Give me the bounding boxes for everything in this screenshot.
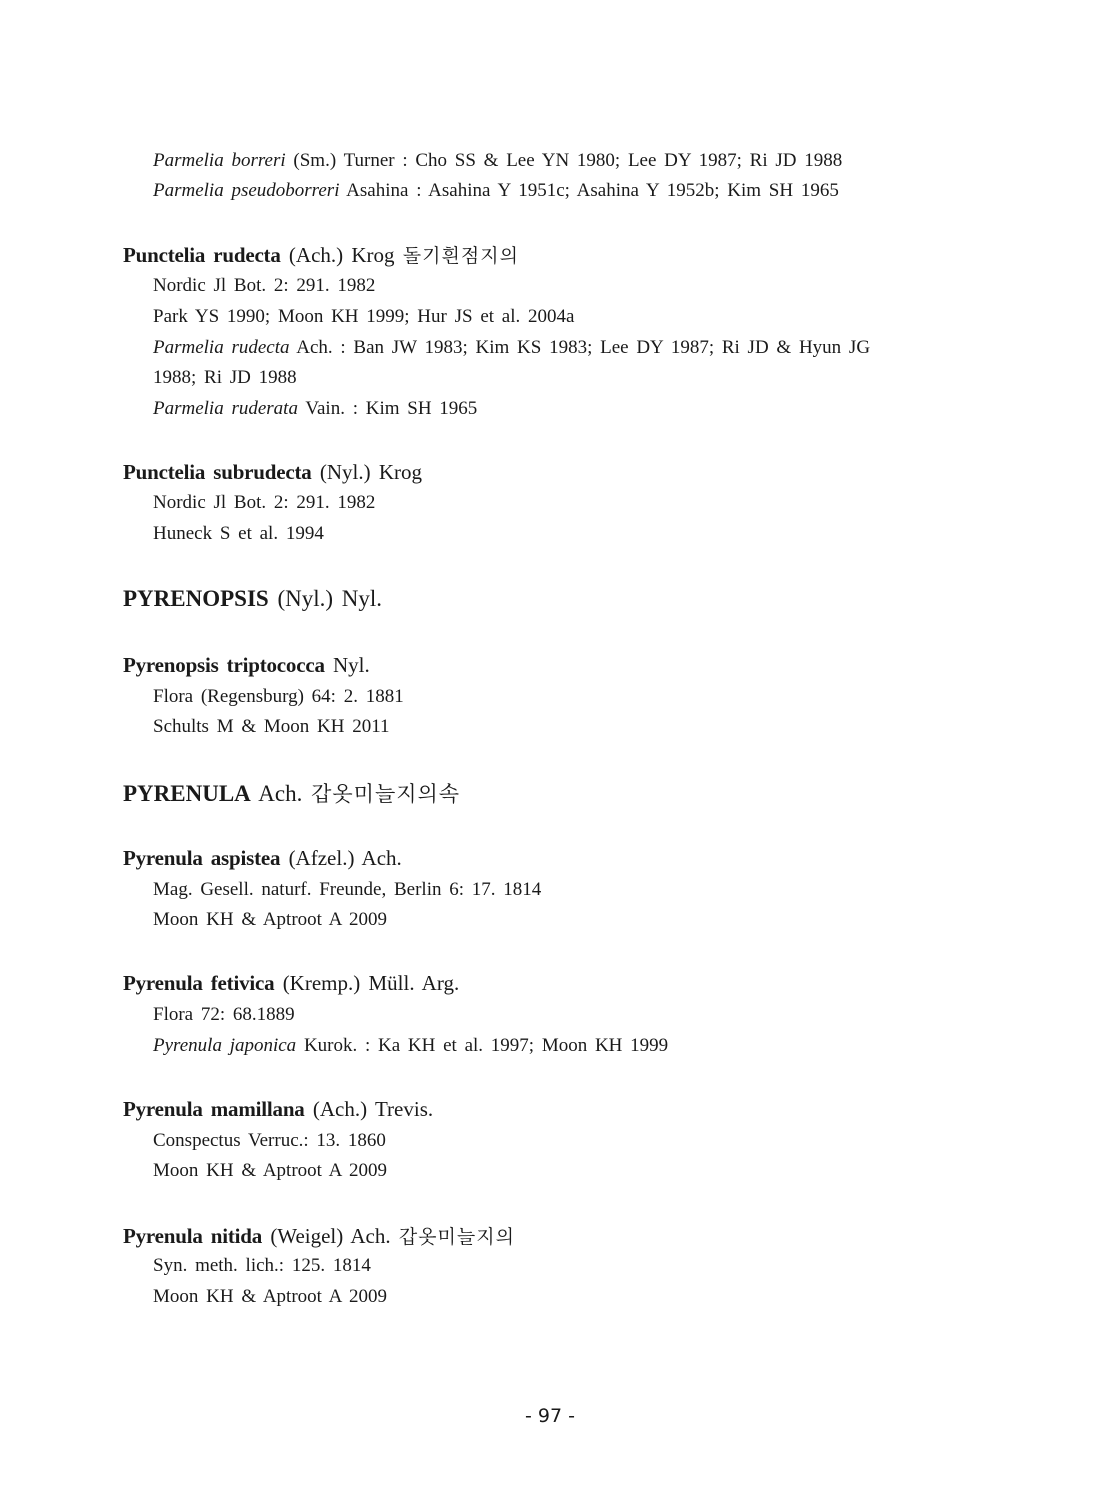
species-author: (Kremp.) Müll. Arg. [274, 971, 460, 995]
synonym-citation: (Sm.) Turner : Cho SS & Lee YN 1980; Lee DY 1987; Ri JD 1988 [285, 150, 843, 171]
species-author: (Ach.) Trevis. [304, 1097, 434, 1121]
record-list: Park YS 1990; Moon KH 1999; Hur JS et al. 2004a [153, 306, 575, 327]
publication-citation: Flora 72: 68.1889 [153, 1004, 295, 1025]
species-author: (Nyl.) Krog [311, 460, 422, 484]
record-list: Moon KH & Aptroot A 2009 [153, 909, 388, 930]
species-heading [123, 1222, 515, 1249]
publication-citation: Flora (Regensburg) 64: 2. 1881 [153, 686, 404, 707]
synonym-citation: Vain. : Kim SH 1965 [297, 398, 478, 419]
record-list: Moon KH & Aptroot A 2009 [153, 1160, 388, 1181]
species-author: Nyl. [324, 653, 370, 677]
publication-citation: Mag. Gesell. naturf. Freunde, Berlin 6: 17. 1814 [153, 879, 542, 900]
synonym-name: Parmelia pseudoborreri [153, 180, 340, 201]
species-author: (Weigel) Ach. [262, 1224, 399, 1248]
synonym-line [153, 337, 870, 359]
publication-citation: Nordic Jl Bot. 2: 291. 1982 [153, 275, 376, 296]
synonym-name: Pyrenula japonica [153, 1035, 297, 1056]
synonym-line [153, 150, 842, 172]
genus-heading [123, 778, 460, 808]
korean-name: 갑옷미늘지의 [398, 1226, 515, 1248]
species-name: Pyrenula nitida [123, 1224, 263, 1248]
species-heading [123, 241, 519, 268]
synonym-name: Parmelia borreri [153, 150, 286, 171]
species-author: (Ach.) Krog [280, 243, 403, 267]
synonym-name: Parmelia rudecta [153, 337, 290, 358]
korean-name: 갑옷미늘지의속 [311, 782, 461, 806]
synonym-line [153, 398, 477, 420]
genus-name: PYRENULA [123, 781, 251, 806]
species-name: Pyrenopsis triptococca [123, 653, 325, 677]
species-heading [123, 460, 422, 485]
species-name: Punctelia rudecta [123, 243, 281, 267]
record-list: Moon KH & Aptroot A 2009 [153, 1286, 388, 1307]
species-heading [123, 971, 459, 996]
synonym-name: Parmelia ruderata [153, 398, 298, 419]
species-name: Pyrenula fetivica [123, 971, 275, 995]
synonym-citation: Ach. : Ban JW 1983; Kim KS 1983; Lee DY 1987; Ri JD & Hyun JG [289, 337, 871, 358]
synonym-continuation: 1988; Ri JD 1988 [153, 367, 297, 388]
synonym-citation: Asahina : Asahina Y 1951c; Asahina Y 1952b; Kim SH 1965 [339, 180, 839, 201]
synonym-line [153, 1035, 668, 1057]
publication-citation: Conspectus Verruc.: 13. 1860 [153, 1130, 386, 1151]
record-list: Huneck S et al. 1994 [153, 523, 324, 544]
synonym-citation: Kurok. : Ka KH et al. 1997; Moon KH 1999 [296, 1035, 669, 1056]
species-heading [123, 1097, 433, 1122]
species-heading [123, 846, 402, 871]
species-name: Punctelia subrudecta [123, 460, 312, 484]
genus-name: PYRENOPSIS [123, 586, 269, 611]
publication-citation: Syn. meth. lich.: 125. 1814 [153, 1255, 371, 1276]
synonym-line [153, 180, 839, 202]
publication-citation: Nordic Jl Bot. 2: 291. 1982 [153, 492, 376, 513]
record-list: Schults M & Moon KH 2011 [153, 716, 390, 737]
species-name: Pyrenula mamillana [123, 1097, 305, 1121]
genus-author: Ach. [250, 781, 312, 806]
genus-heading [123, 586, 382, 612]
species-author: (Afzel.) Ach. [280, 846, 402, 870]
korean-name: 돌기흰점지의 [402, 245, 519, 267]
species-name: Pyrenula aspistea [123, 846, 281, 870]
species-heading [123, 653, 370, 678]
page-number: - 97 - [525, 1405, 575, 1427]
genus-author: (Nyl.) Nyl. [268, 586, 383, 611]
